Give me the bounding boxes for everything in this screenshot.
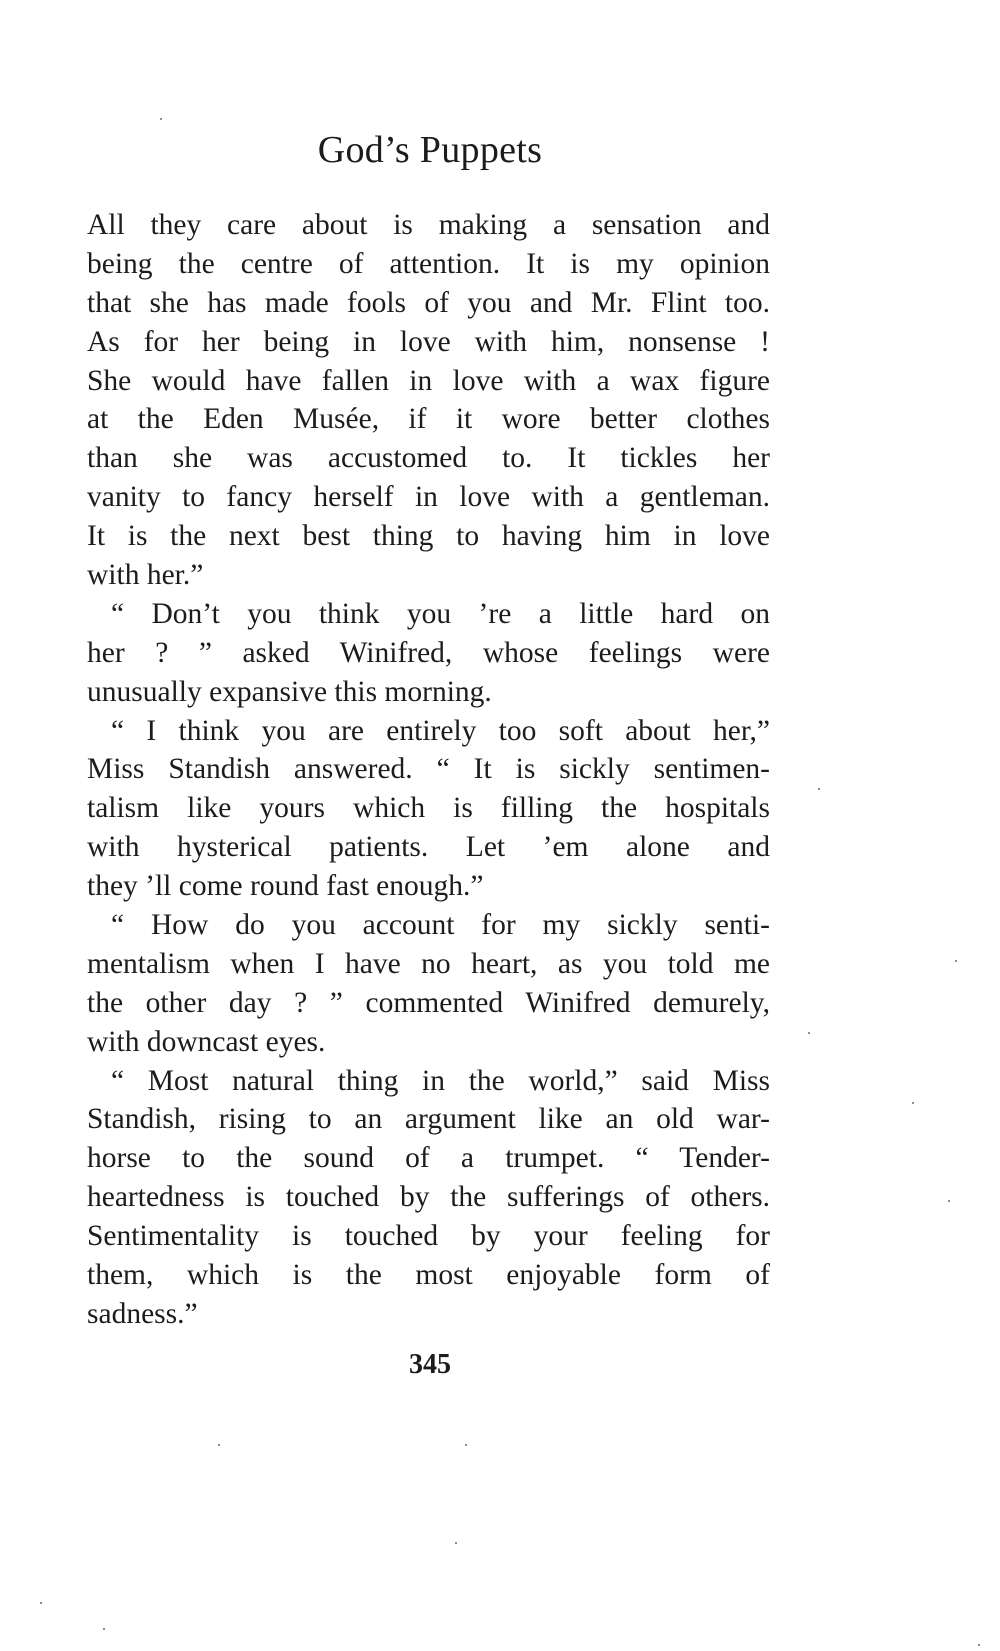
scan-speck bbox=[465, 1444, 467, 1446]
body-text bbox=[87, 206, 770, 1334]
running-head: God’s Puppets bbox=[317, 129, 543, 171]
text-line: than she was accustomed to. It tickles her bbox=[87, 442, 770, 475]
scan-speck bbox=[912, 1102, 914, 1104]
page-number: 345 bbox=[409, 1349, 451, 1380]
scan-speck bbox=[160, 118, 162, 120]
text-line: As for her being in love with him, nonsense ! bbox=[87, 325, 770, 358]
text-line: that she has made fools of you and Mr. Flint too. bbox=[87, 286, 770, 319]
scan-speck bbox=[955, 960, 957, 962]
scan-speck bbox=[218, 1444, 220, 1446]
scan-speck bbox=[103, 1628, 105, 1630]
text-line: they ’ll come round fast enough.” bbox=[87, 870, 484, 903]
scan-speck bbox=[40, 1602, 42, 1604]
text-line: heartedness is touched by the sufferings of others. bbox=[87, 1181, 770, 1214]
text-line: “ Most natural thing in the world,” said Miss bbox=[111, 1064, 770, 1097]
text-line: her ? ” asked Winifred, whose feelings were bbox=[87, 636, 770, 669]
text-line: at the Eden Musée, if it wore better clothes bbox=[87, 403, 770, 436]
text-line: vanity to fancy herself in love with a gentleman. bbox=[87, 481, 770, 514]
text-line: being the centre of attention. It is my opinion bbox=[87, 247, 770, 280]
scan-speck bbox=[978, 1644, 980, 1646]
text-line: them, which is the most enjoyable form of bbox=[87, 1259, 770, 1292]
text-line: “ I think you are entirely too soft about her,” bbox=[111, 714, 770, 747]
text-line: with hysterical patients. Let ’em alone and bbox=[87, 831, 770, 864]
text-line: Standish, rising to an argument like an old war- bbox=[87, 1103, 770, 1136]
text-line: Miss Standish answered. “ It is sickly sentimen- bbox=[87, 753, 770, 786]
text-line: sadness.” bbox=[87, 1297, 198, 1330]
scan-speck bbox=[455, 1542, 457, 1544]
text-line: She would have fallen in love with a wax figure bbox=[87, 364, 770, 397]
text-line: “ How do you account for my sickly senti- bbox=[111, 909, 770, 942]
text-line: Sentimentality is touched by your feeling for bbox=[87, 1220, 770, 1253]
scan-speck bbox=[818, 788, 820, 790]
text-line: All they care about is making a sensation and bbox=[87, 209, 770, 241]
text-line: with downcast eyes. bbox=[87, 1025, 326, 1058]
scan-speck bbox=[948, 1200, 950, 1202]
text-line: It is the next best thing to having him in love bbox=[87, 520, 770, 553]
text-line: “ Don’t you think you ’re a little hard on bbox=[111, 597, 770, 630]
scan-speck bbox=[808, 1032, 810, 1034]
text-line: talism like yours which is filling the hospitals bbox=[87, 792, 770, 825]
text-line: horse to the sound of a trumpet. “ Tender- bbox=[87, 1142, 770, 1175]
text-line: mentalism when I have no heart, as you told me bbox=[87, 947, 770, 980]
text-line: the other day ? ” commented Winifred demurely, bbox=[87, 986, 770, 1019]
text-line: with her.” bbox=[87, 559, 204, 592]
text-line: unusually expansive this morning. bbox=[87, 675, 492, 708]
